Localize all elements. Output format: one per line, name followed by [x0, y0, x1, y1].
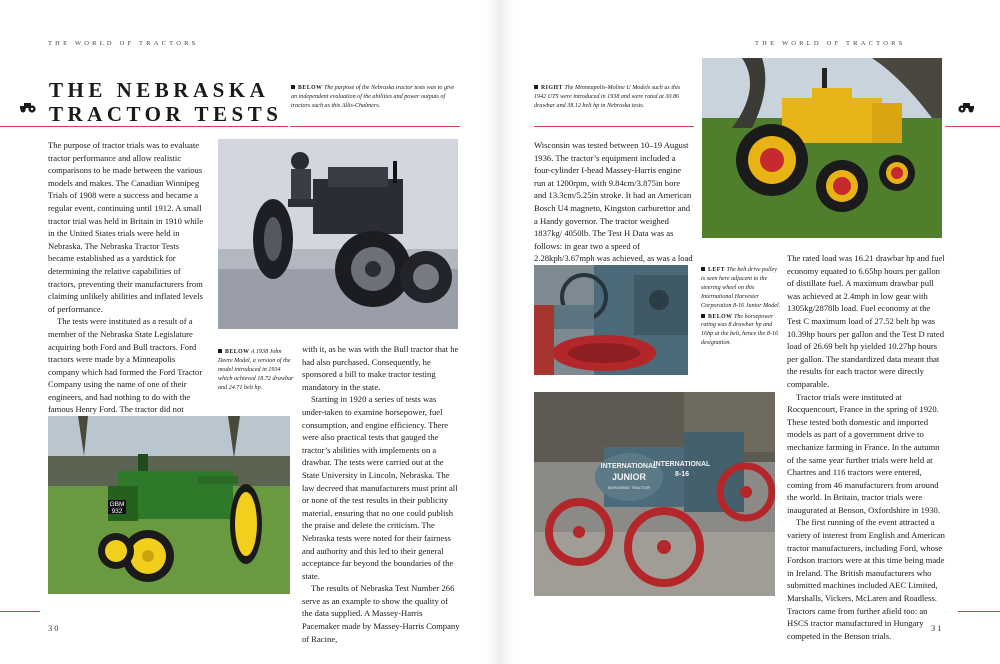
caption-tag: RIGHT	[541, 85, 563, 91]
caption-below	[701, 313, 781, 349]
paragraph: The tests were instituted as a result of a member of the Nebraska State Legislature acquiring both Ford and Bull tractors. Ford tractors were made by a Minneapolis company which had formed the Ford Tractor Company using the name of one of their engineers, and had nothing to do with the famous Henry Ford. The tractor did not	[48, 316, 203, 415]
hood-line-2: 8-16	[674, 471, 690, 478]
caption-left	[701, 266, 781, 311]
rule-title-left-2	[290, 126, 460, 127]
paragraph: with it, as he was with the Bull tractor that he had also purchased. Consequently, he sponsored a bill to make tractor testing mandatory in the state.	[302, 344, 459, 392]
caption-allis	[291, 84, 457, 111]
paragraph: The results of Nebraska Test Number 266 serve as an example to show the quality of the data supplied. A Massey-Harris Pacemaker made by Massey-Harris Company of Racine,	[302, 583, 460, 644]
caption-text: The horsepower rating was 8 drawbar hp and 16hp at the belt, hence the 8-16 designation.	[701, 313, 778, 347]
spine-gutter	[486, 0, 514, 664]
caption-tag: BELOW	[298, 85, 323, 91]
page-number-right: 31	[931, 623, 944, 633]
running-head-right: THE WORLD OF TRACTORS	[755, 40, 906, 47]
rule-top-right-2	[945, 126, 1000, 127]
plate-line-1: GBM	[109, 501, 125, 508]
caption-text: The purpose of the Nebraska tractor tests was to give an independent evaluation of the abilities and power outputs of tractors such as this Allis-Chalmers.	[291, 85, 455, 109]
caption-text: The Minneapolis-Moline U Models such as this 1942 UTS were introduced in 1938 and were rated at 30.86 drawbar and 38.12 belt hp in Nebraska tests.	[534, 85, 681, 109]
rule-top-right	[534, 126, 694, 127]
left-column-2	[302, 343, 460, 645]
caption-tag: BELOW	[225, 349, 250, 355]
paragraph: Wisconsin was tested between 10–19 August 1936. The tractor’s equipment included a four-cylinder I-head Massey-Harris engine run at 1200rpm, with 9.84cm/3.875in bore and 13.3cm/5.25in stroke. It had an American Bosch U4 magneto, Kingston carburettor and a Handy governor. The tractor weighed 1837kg/ 4050lb. The Test H Data was as follows: in gear two a speed of 2.28kph/3.67mph was achieved, as was a load	[534, 140, 693, 264]
photo-ih-belt-pulley	[534, 265, 688, 375]
caption-text: A 1938 John Deere Model, a version of the model introduced in 1934 which achieved 18.72 drawbar and 24.71 belt hp.	[218, 349, 294, 391]
paragraph: The rated load was 16.21 drawbar hp and fuel economy equated to 6.65hp hours per gallon of distillate fuel. A maximum drawbar pull was achieved at 2.4mph in low gear with 1305kg/2878lb load. Fuel economy at the Test C maximum load of 27.52 belt hp was 10.39hp hours per gallon and the Test D rated load of 26.69 belt hp yielded 10.27hp hours per gallon. The standardized data meant that the results for each tractor were directly comparable.	[787, 253, 945, 389]
rule-bottom-left	[0, 611, 40, 612]
badge-line-3: KEROSENE TRACTOR	[607, 485, 651, 490]
tractor-icon	[957, 101, 975, 113]
photo-allis-chalmers	[218, 139, 458, 329]
paragraph: Tractor trials were instituted at Rocquencourt, France in the spring of 1920. These tested both domestic and imported models as part of a government drive to mechanize farming in France. In the autumn of the same year further trials were held at Chartres and 116 tractors were entered, coming from 46 manufacturers from around the world. In Britain, tractor trials were inaugurated at Benson, Oxfordshire in 1930.	[787, 391, 940, 515]
right-column-2	[787, 252, 945, 642]
running-head-left: THE WORLD OF TRACTORS	[48, 40, 199, 47]
caption-text: The belt drive pulley is seen here adjacent to the steering wheel on this International Harvester Corporation 8-16 Junior Model.	[701, 267, 781, 309]
caption-square-icon	[701, 267, 705, 271]
title-line-2: TRACTOR TESTS	[49, 102, 283, 126]
title-line-1: THE NEBRASKA	[49, 78, 270, 102]
rule-bottom-right	[958, 611, 1000, 612]
caption-square-icon	[534, 85, 538, 89]
caption-square-icon	[701, 314, 705, 318]
hood-line-1: INTERNATIONAL	[653, 461, 711, 468]
rule-title-left	[48, 126, 288, 127]
caption-ih-left	[701, 266, 781, 348]
plate-line-2: 932	[111, 508, 123, 515]
page-title	[49, 78, 289, 126]
right-column-1	[534, 139, 694, 278]
badge-line-2: JUNIOR	[611, 472, 647, 482]
caption-minneapolis-moline	[534, 84, 692, 111]
caption-square-icon	[218, 349, 222, 353]
caption-deere	[218, 348, 296, 393]
caption-tag: LEFT	[708, 267, 726, 273]
paragraph: The purpose of tractor trials was to evaluate tractor performance and allow realistic comparisons to be made between the various models and makes. The Canadian Winnipeg Trials of 1908 were a success and became a regular event, continuing until 1912. A small tractor trial was held in Britain in 1910 while in the United States trials were held in Nebraska. The Nebraska Tractor Tests became established as a yardstick for determining the relative capabilities of tractors, preventing their manufacturers from claiming unlikely abilities and inflated levels of performance.	[48, 140, 204, 314]
paragraph: Starting in 1920 a series of tests was under-taken to examine horsepower, fuel consumption, and engine efficiency. There were also practical tests that gauged the tractor’s abilities with implements on a drawbar. The tests were carried out at the State University in Lincoln, Nebraska. The law decreed that manufacturers must print all or none of the test results in their publicity material, ensuring that no one could publish the praise and delete the criticism. The Nebraska tests were noted for their fairness and authority and this led to their general acceptance far beyond the boundaries of the state.	[302, 394, 458, 581]
page-number-left: 30	[48, 623, 61, 633]
photo-minneapolis-moline	[702, 58, 942, 238]
paragraph: The first running of the event attracted a variety of interest from English and American tractor manufacturers, including Ford, whose Fordson tractors were at this time being made in Ireland. The British manufacturers who submitted machines included AEC Limited, Marshalls, Vickers, McLaren and Roadless. Tractors came from further afield too: an HSCS tractor manufactured in Hungary competed in the Benson trials.	[787, 517, 945, 641]
photo-john-deere	[48, 416, 290, 594]
tractor-icon	[19, 101, 37, 113]
caption-tag: BELOW	[708, 313, 733, 320]
badge-line-1: INTERNATIONAL	[600, 463, 658, 470]
left-column-1	[48, 139, 206, 454]
caption-square-icon	[291, 85, 295, 89]
rule-top-left	[0, 126, 48, 127]
photo-ih-junior	[534, 392, 775, 596]
